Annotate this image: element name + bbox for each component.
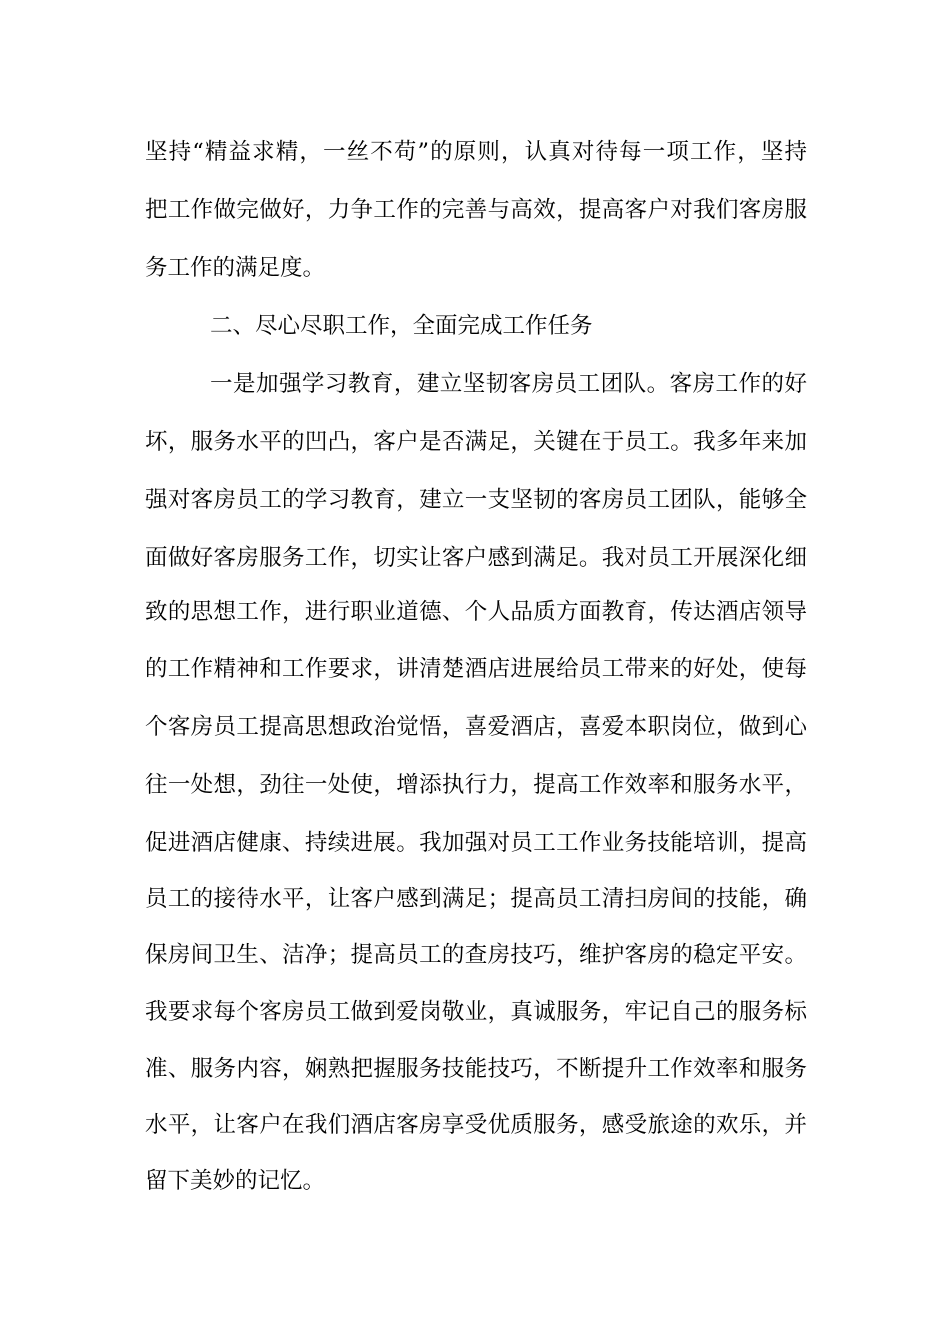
paragraph-2-line-9: 促进酒店健康、持续进展。我加强对员工工作业务技能培训，提高 xyxy=(145,830,807,856)
paragraph-2-line-10: 员工的接待水平，让客户感到满足；提高员工清扫房间的技能，确 xyxy=(145,886,807,912)
paragraph-2-line-1: 一是加强学习教育，建立坚韧客房员工团队。客房工作的好 xyxy=(210,371,807,397)
section-heading: 二、尽心尽职工作，全面完成工作任务 xyxy=(210,313,593,339)
paragraph-2-line-11: 保房间卫生、洁净；提高员工的查房技巧，维护客房的稳定平安。 xyxy=(145,942,807,968)
paragraph-2-line-7: 个客房员工提高思想政治觉悟，喜爱酒店，喜爱本职岗位，做到心 xyxy=(145,714,807,740)
paragraph-2-line-13: 准、服务内容，娴熟把握服务技能技巧，不断提升工作效率和服务 xyxy=(145,1056,807,1082)
paragraph-2-line-15: 留下美妙的记忆。 xyxy=(145,1168,326,1194)
paragraph-1-line-1: 坚持“精益求精，一丝不苟”的原则，认真对待每一项工作，坚持 xyxy=(145,139,807,165)
paragraph-2-line-8: 往一处想，劲往一处使，增添执行力，提高工作效率和服务水平， xyxy=(145,772,807,798)
paragraph-2-line-4: 面做好客房服务工作，切实让客户感到满足。我对员工开展深化细 xyxy=(145,545,807,571)
paragraph-2-line-3: 强对客房员工的学习教育，建立一支坚韧的客房员工团队，能够全 xyxy=(145,487,807,513)
paragraph-2-line-5: 致的思想工作，进行职业道德、个人品质方面教育，传达酒店领导 xyxy=(145,599,807,625)
paragraph-2-line-14: 水平，让客户在我们酒店客房享受优质服务，感受旅途的欢乐，并 xyxy=(145,1112,807,1138)
paragraph-1-line-3: 务工作的满足度。 xyxy=(145,255,326,281)
paragraph-1-line-2: 把工作做完做好，力争工作的完善与高效，提高客户对我们客房服 xyxy=(145,197,807,223)
paragraph-2-line-6: 的工作精神和工作要求，讲清楚酒店进展给员工带来的好处，使每 xyxy=(145,656,807,682)
paragraph-2-line-12: 我要求每个客房员工做到爱岗敬业，真诚服务，牢记自己的服务标 xyxy=(145,999,807,1025)
paragraph-2-line-2: 坏，服务水平的凹凸，客户是否满足，关键在于员工。我多年来加 xyxy=(145,429,807,455)
